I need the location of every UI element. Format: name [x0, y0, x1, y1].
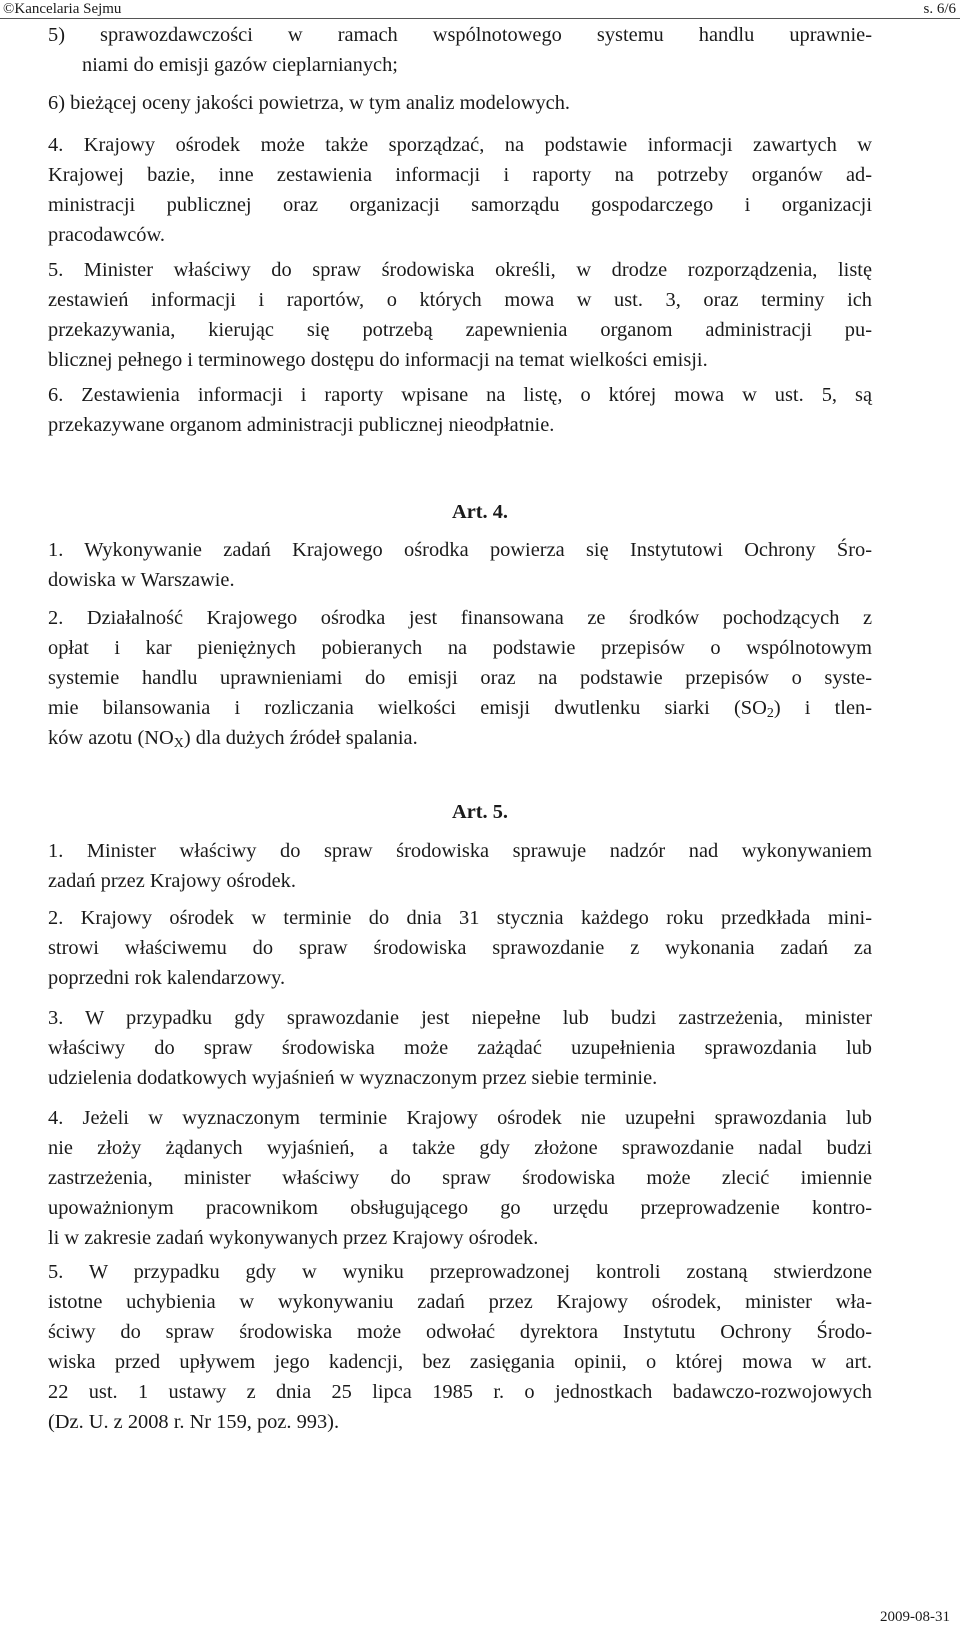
- text-line: 1. Minister właściwy do spraw środowiska sprawuje nadzór nad wykonywaniem: [48, 840, 872, 862]
- paragraph-5: [48, 255, 872, 375]
- text-line: ściwy do spraw środowiska może odwołać dyrektora Instytutu Ochrony Środo-: [48, 1321, 872, 1343]
- header-page-number: s. 6/6: [923, 1, 956, 17]
- text-line: pracodawców.: [48, 224, 165, 246]
- text-line: blicznej pełnego i terminowego dostępu do informacji na temat wielkości emisji.: [48, 349, 708, 371]
- art5-paragraph-4: [48, 1103, 872, 1253]
- list-item-5: [48, 20, 872, 80]
- text-line: (Dz. U. z 2008 r. Nr 159, poz. 993).: [48, 1411, 340, 1433]
- article-4-heading: Art. 4.: [451, 501, 509, 523]
- text-line: zastrzeżenia, minister właściwy do spraw środowiska może zlecić imiennie: [48, 1167, 872, 1189]
- text-line: 6) bieżącej oceny jakości powietrza, w tym analiz modelowych.: [48, 92, 571, 114]
- text-line: ministracji publicznej oraz organizacji samorządu gospodarczego i organizacji: [48, 194, 872, 216]
- text-line: wiska przed upływem jego kadencji, bez zasięgania opinii, o której mowa w art.: [48, 1351, 872, 1373]
- text-line: li w zakresie zadań wykonywanych przez Krajowy ośrodek.: [48, 1227, 539, 1249]
- text-line: [48, 723, 872, 753]
- text-line: nie złoży żądanych wyjaśnień, a także gdy złożone sprawozdanie nadal budzi: [48, 1137, 872, 1159]
- page-header: [0, 0, 960, 18]
- text-line: 22 ust. 1 ustawy z dnia 25 lipca 1985 r. o jednostkach badawczo-rozwojowych: [48, 1381, 872, 1403]
- text-line: udzielenia dodatkowych wyjaśnień w wyznaczonym przez siebie terminie.: [48, 1067, 658, 1089]
- art5-paragraph-1: [48, 836, 872, 896]
- text-line: przekazywane organom administracji publicznej nieodpłatnie.: [48, 414, 555, 436]
- subscript: 2: [766, 706, 774, 721]
- text-line: 2. Działalność Krajowego ośrodka jest finansowana ze środków pochodzących z: [48, 607, 872, 629]
- subscript: X: [173, 736, 184, 751]
- text-line: systemie handlu uprawnieniami do emisji oraz na podstawie przepisów o syste-: [48, 667, 872, 689]
- article-5-heading: Art. 5.: [451, 801, 509, 823]
- text-line: 6. Zestawienia informacji i raporty wpisane na listę, o której mowa w ust. 5, są: [48, 384, 872, 406]
- text-line: istotne uchybienia w wykonywaniu zadań przez Krajowy ośrodek, minister wła-: [48, 1291, 872, 1313]
- text-line: 2. Krajowy ośrodek w terminie do dnia 31 stycznia każdego roku przedkłada mini-: [48, 907, 872, 929]
- text-line: zestawień informacji i raportów, o których mowa w ust. 3, oraz terminy ich: [48, 289, 872, 311]
- text-line: 5) sprawozdawczości w ramach wspólnotowego systemu handlu uprawnie-: [48, 24, 872, 46]
- text-line: 4. Krajowy ośrodek może także sporządzać, na podstawie informacji zawartych w: [48, 134, 872, 156]
- text-fragment: ) dla dużych źródeł spalania.: [183, 727, 418, 749]
- text-line: przekazywania, kierując się potrzebą zapewnienia organom administracji pu-: [48, 319, 872, 341]
- text-fragment: ków azotu (NO: [48, 727, 174, 749]
- text-line: niami do emisji gazów cieplarnianych;: [82, 54, 398, 76]
- text-line: [48, 693, 872, 723]
- footer-date: 2009-08-31: [880, 1609, 950, 1625]
- text-fragment: ) i tlen-: [773, 697, 872, 719]
- text-line: właściwy do spraw środowiska może zażądać uzupełnienia sprawozdania lub: [48, 1037, 872, 1059]
- text-line: dowiska w Warszawie.: [48, 569, 235, 591]
- text-line: 1. Wykonywanie zadań Krajowego ośrodka powierza się Instytutowi Ochrony Śro-: [48, 539, 872, 561]
- art5-paragraph-5: [48, 1257, 872, 1437]
- text-line: 3. W przypadku gdy sprawozdanie jest niepełne lub budzi zastrzeżenia, minister: [48, 1007, 872, 1029]
- text-line: strowi właściwemu do spraw środowiska sprawozdanie z wykonania zadań za: [48, 937, 872, 959]
- text-line: upoważnionym pracownikom obsługującego go urzędu przeprowadzenie kontro-: [48, 1197, 872, 1219]
- art4-paragraph-2: [48, 603, 872, 753]
- paragraph-4: [48, 130, 872, 250]
- list-item-6: [48, 88, 872, 118]
- text-line: 5. Minister właściwy do spraw środowiska określi, w drodze rozporządzenia, listę: [48, 259, 872, 281]
- text-line: opłat i kar pieniężnych pobieranych na podstawie przepisów o wspólnotowym: [48, 637, 872, 659]
- art5-paragraph-3: [48, 1003, 872, 1093]
- header-rule: [0, 18, 960, 19]
- text-line: zadań przez Krajowy ośrodek.: [48, 870, 296, 892]
- text-line: 5. W przypadku gdy w wyniku przeprowadzonej kontroli zostaną stwierdzone: [48, 1261, 872, 1283]
- paragraph-6: [48, 380, 872, 440]
- text-line: Krajowej bazie, inne zestawienia informacji i raporty na potrzeby organów ad-: [48, 164, 872, 186]
- header-copyright: ©Kancelaria Sejmu: [3, 1, 122, 17]
- art4-paragraph-1: [48, 535, 872, 595]
- art5-paragraph-2: [48, 903, 872, 993]
- text-fragment: mie bilansowania i rozliczania wielkości emisji dwutlenku siarki (SO: [48, 697, 767, 719]
- text-line: 4. Jeżeli w wyznaczonym terminie Krajowy ośrodek nie uzupełni sprawozdania lub: [48, 1107, 872, 1129]
- text-line: poprzedni rok kalendarzowy.: [48, 967, 286, 989]
